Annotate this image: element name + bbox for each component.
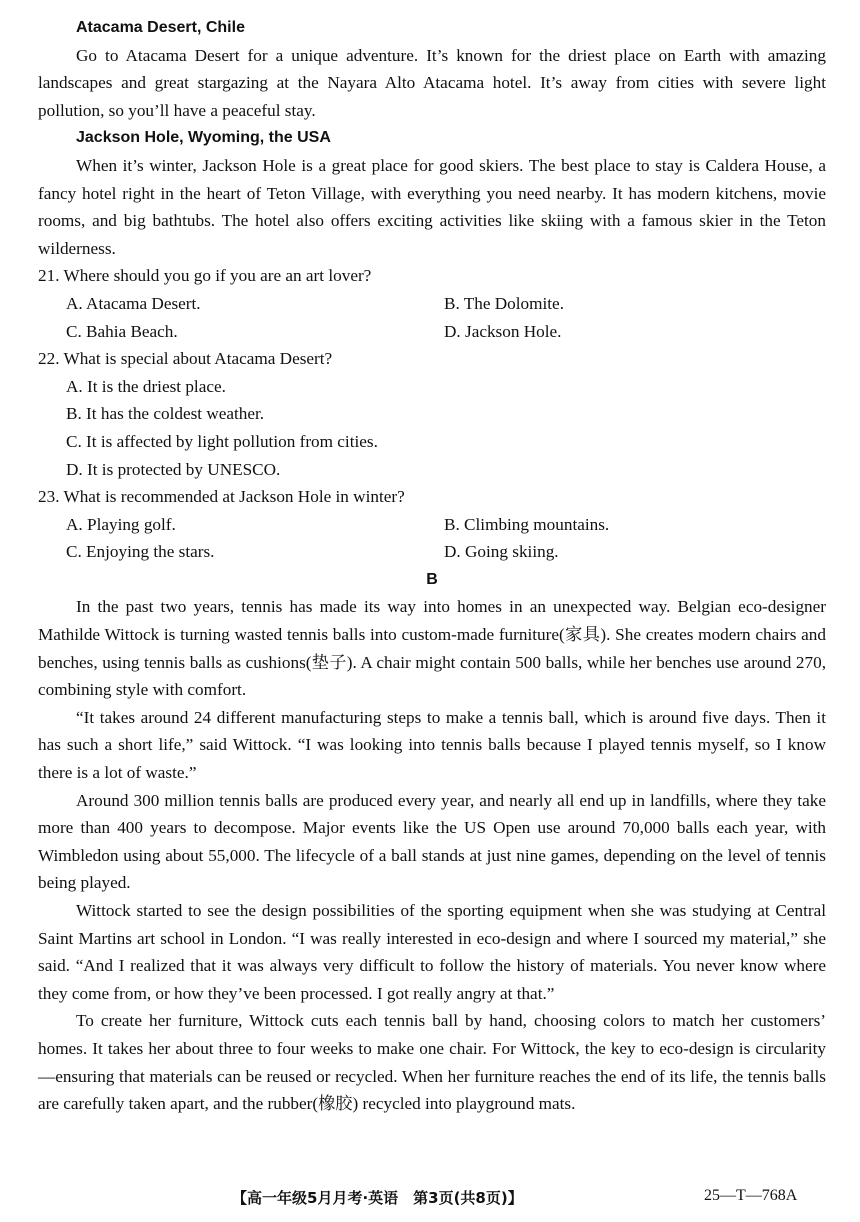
section-heading-atacama: Atacama Desert, Chile <box>76 19 245 36</box>
passage-b-paragraph-2: “It takes around 24 different manufacturing steps to make a tennis ball, which is around five days. Then it has such a short life,” said Wittock. “I was looking into tennis balls because I played tennis myself, so I know there is a lot of waste.” <box>38 707 826 783</box>
question-23-option-d: D. Going skiing. <box>444 542 559 562</box>
passage-b-paragraph-1: In the past two years, tennis has made its way into homes in an unexpected way. Belgian eco-designer Mathilde Wittock is turning wasted tennis balls into custom-made furniture(家具). She creates modern chairs and benches, using tennis balls as cushions(垫子). A chair might contain 500 balls, while her benches use around 270, combining style with comfort. <box>38 597 826 700</box>
footer-page-info: 【高一年级5月月考·英语 第3页(共8页)】 <box>232 1189 523 1207</box>
question-23-stem: 23. What is recommended at Jackson Hole in winter? <box>38 487 405 507</box>
question-22-stem: 22. What is special about Atacama Desert? <box>38 349 333 369</box>
footer-exam-code: 25—T—768A <box>704 1187 798 1204</box>
question-21-option-d: D. Jackson Hole. <box>444 321 562 341</box>
question-22-option-a: A. It is the driest place. <box>66 376 226 396</box>
page-footer <box>0 1187 860 1213</box>
page-content <box>38 14 826 1118</box>
question-22-option-b: B. It has the coldest weather. <box>66 404 265 424</box>
question-23-option-c: C. Enjoying the stars. <box>66 542 215 562</box>
question-23-option-a: A. Playing golf. <box>66 514 176 534</box>
passage-b-paragraph-5: To create her furniture, Wittock cuts each tennis ball by hand, choosing colors to match her customers’ homes. It takes her about three to four weeks to make one chair. For Wittock, the key to eco-design is circularity—ensuring that materials can be reused or recycled. When her furniture reaches the end of its life, the tennis balls are carefully taken apart, and the rubber(橡胶) recycled into playground mats. <box>38 1011 826 1114</box>
section-heading-jackson: Jackson Hole, Wyoming, the USA <box>76 129 331 147</box>
question-23-options-row-1 <box>66 511 826 539</box>
question-21-options-row-2 <box>66 318 826 346</box>
question-21-option-a: A. Atacama Desert. <box>66 293 201 313</box>
passage-b-paragraph-4: Wittock started to see the design possibilities of the sporting equipment when she was studying at Central Saint Martins art school in London. “I was really interested in eco-design and where I sourced my material,” she said. “And I realized that it was always very difficult to follow the history of materials. You never know where they come from, or how they’ve been processed. I got really angry at that.” <box>38 901 826 1003</box>
question-22-option-d: D. It is protected by UNESCO. <box>66 459 281 479</box>
question-21-options-row-1 <box>66 290 826 318</box>
question-23-options-row-2 <box>66 538 826 566</box>
passage-b-label: B <box>426 570 438 588</box>
question-21-option-c: C. Bahia Beach. <box>66 321 178 341</box>
question-23-option-b: B. Climbing mountains. <box>444 514 610 534</box>
question-21-stem: 21. Where should you go if you are an art lover? <box>38 266 372 286</box>
question-22-option-c: C. It is affected by light pollution from cities. <box>66 431 378 451</box>
question-21-option-b: B. The Dolomite. <box>444 293 564 313</box>
paragraph-jackson: When it’s winter, Jackson Hole is a great place for good skiers. The best place to stay is Caldera House, a fancy hotel right in the heart of Teton Village, with everything you need nearby. It has modern kitchens, movie rooms, and big bathtubs. The hotel also offers exciting activities like skiing with a famous skier in the Teton wilderness. <box>38 155 826 258</box>
passage-b-paragraph-3: Around 300 million tennis balls are produced every year, and nearly all end up in landfills, where they take more than 400 years to decompose. Major events like the US Open use around 70,000 balls each year, with Wimbledon using about 55,000. The lifecycle of a ball stands at just nine games, depending on the level of tennis being played. <box>38 790 826 893</box>
paragraph-atacama: Go to Atacama Desert for a unique adventure. It’s known for the driest place on Earth with amazing landscapes and great stargazing at the Nayara Alto Atacama hotel. It’s away from cities with severe light pollution, so you’ll have a peaceful stay. <box>38 45 826 120</box>
